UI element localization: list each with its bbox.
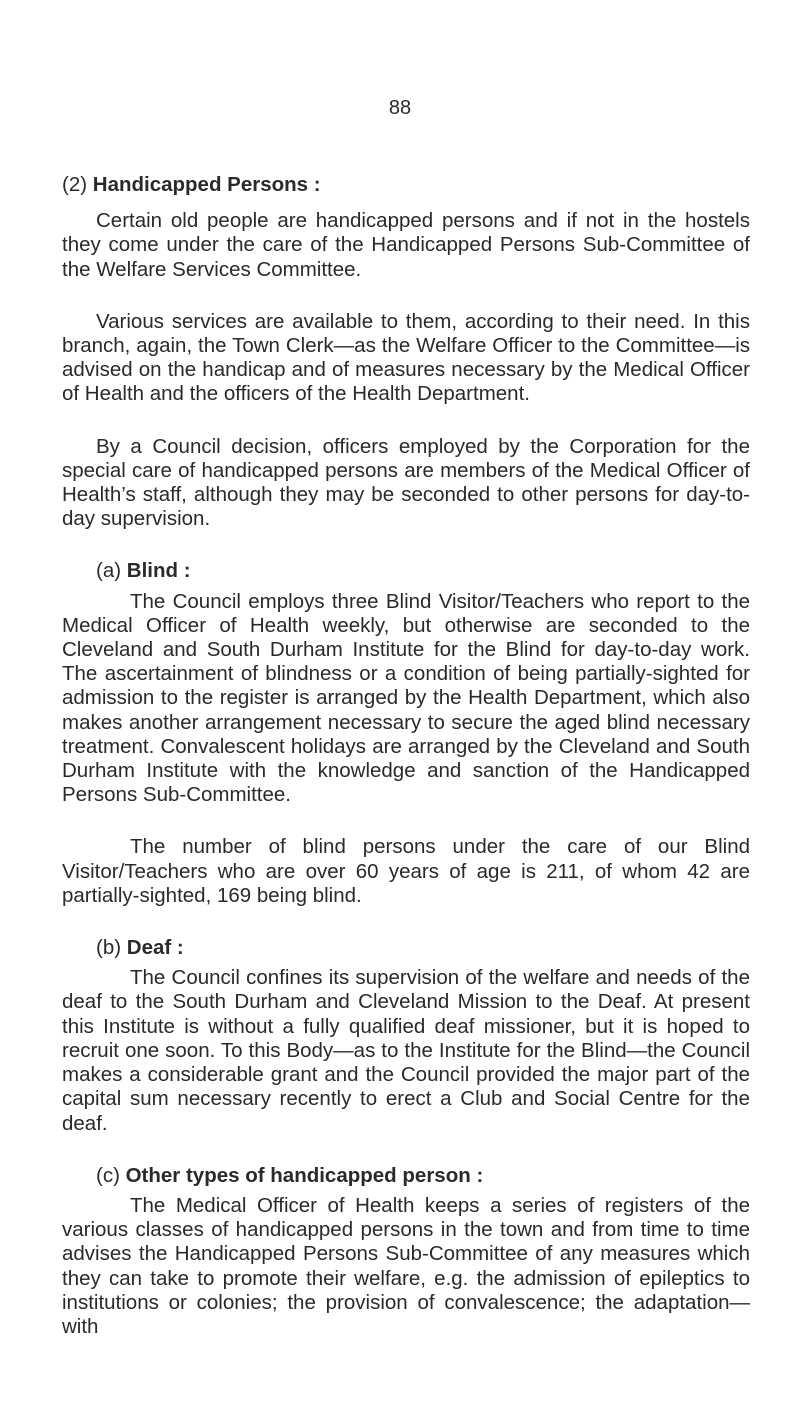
subsection-heading [96,559,750,583]
subsection-other [62,1164,750,1339]
section-paragraph: By a Council decision, officers employed by the Corporation for the special care of handicapped persons are members of the Medical Officer of Health’s staff, although they may be seconded to other persons for day-to-day supervision. [62,434,750,531]
subsection-title: Deaf : [126,936,184,960]
page-number: 88 [388,97,412,119]
subsection-blind [62,559,750,908]
subsection-paragraph: The Medical Officer of Health keeps a series of registers of the various classes of handicapped persons in the town and from time to time advises the Handicapped Persons Sub-Committee of any measures which they can take to promote their welfare, e.g. the admission of epileptics to institutions or colonies; the provision of convalescence; the adaptation—with [62,1193,750,1338]
section-paragraph: Various services are available to them, according to their need. In this branch, again, the Town Clerk—as the Welfare Officer to the Committee—is advised on the handicap and of measures necessary by the Medical Officer of Health and the officers of the Health Department. [62,309,750,406]
page-content [62,173,750,1339]
section-heading [62,173,750,197]
section-paragraph: Certain old people are handicapped persons and if not in the hostels they come under the care of the Handicapped Persons Sub-Committee of the Welfare Services Committee. [62,209,750,281]
subsection-deaf [62,936,750,1136]
subsection-paragraph: The Council confines its supervision of the welfare and needs of the deaf to the South Durham and Cleveland Mission to the Deaf. At present this Institute is without a fully qualified deaf missioner, but it is hoped to recruit one soon. To this Body—as to the Institute for the Blind—the Council makes a considerable grant and the Council provided the major part of the capital sum necessary recently to erect a Club and Social Centre for the deaf. [62,966,750,1135]
subsection-letter: (b) [96,936,122,960]
subsection-heading [96,936,750,960]
subsection-heading [96,1164,750,1188]
section-number: (2) [62,173,88,196]
subsection-title: Other types of handicapped person : [125,1163,484,1187]
subsection-paragraph: The number of blind persons under the care of our Blind Visitor/Teachers who are over 60 years of age is 211, of whom 42 are partially-sighted, 169 being blind. [62,835,750,907]
section-title: Handicapped Persons : [92,173,321,196]
subsection-paragraph: The Council employs three Blind Visitor/Teachers who report to the Medical Officer of Health weekly, but otherwise are seconded to the Cleveland and South Durham Institute for the Blind for day-to-day work. The ascertainment of blindness or a condition of being partially-sighted for admission to the register is arranged by the Health Department, which also makes another arrangement necessary to secure the aged blind necessary treatment. Convalescent holidays are arranged by the Cleveland and South Durham Institute with the knowledge and sanction of the Handicapped Persons Sub-Committee. [62,589,750,807]
subsection-title: Blind : [126,559,191,583]
subsection-letter: (a) [96,559,122,583]
subsection-letter: (c) [96,1163,120,1187]
